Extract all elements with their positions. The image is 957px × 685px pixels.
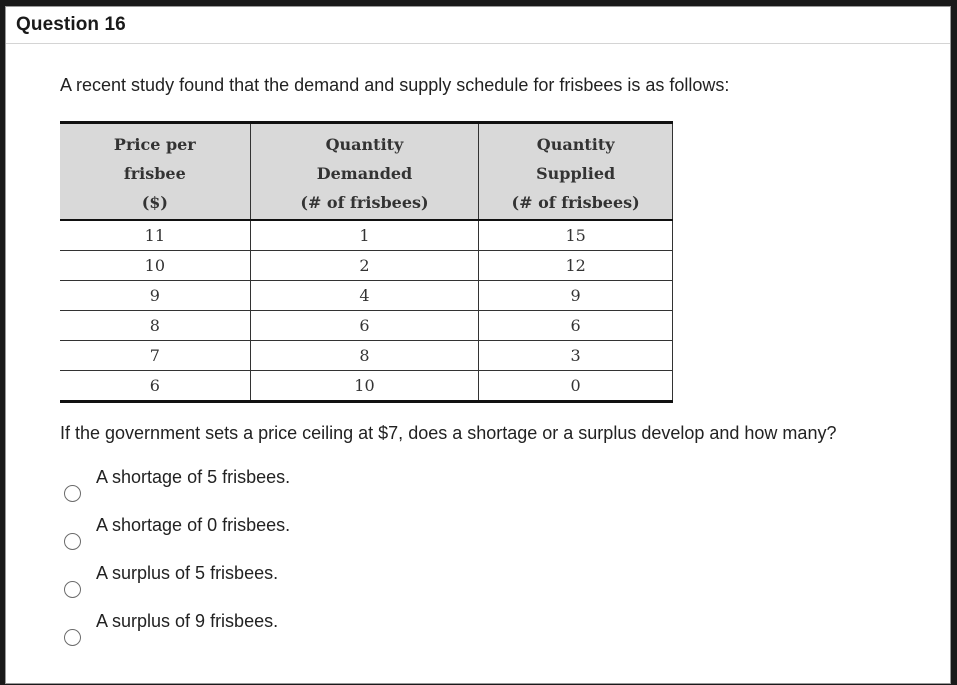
radio-button[interactable]: [64, 629, 81, 646]
quantity-demanded-cell: 10: [250, 371, 479, 402]
question-text: If the government sets a price ceiling at $7, does a shortage or a surplus develop and how many?: [60, 423, 837, 443]
quantity-demanded-cell: 4: [250, 281, 479, 311]
quantity-demanded-cell: 2: [250, 251, 479, 281]
answer-label[interactable]: A surplus of 5 frisbees.: [96, 563, 279, 583]
quantity-supplied-cell: 3: [479, 341, 673, 371]
price-cell: 7: [60, 341, 250, 371]
quantity-demanded-cell: 6: [250, 311, 479, 341]
table-row: [60, 371, 673, 402]
quantity-demanded-cell: 1: [250, 220, 479, 251]
price-cell: 6: [60, 371, 250, 402]
quantity-supplied-cell: 9: [479, 281, 673, 311]
quantity-supplied-cell: 6: [479, 311, 673, 341]
table-row: [60, 281, 673, 311]
question-header: [6, 7, 950, 44]
question-title: Question 16: [16, 14, 126, 35]
question-panel: [5, 6, 951, 684]
price-cell: 10: [60, 251, 250, 281]
quantity-supplied-cell: 0: [479, 371, 673, 402]
quantity-supplied-cell: 12: [479, 251, 673, 281]
answer-label[interactable]: A surplus of 9 frisbees.: [96, 611, 279, 631]
question-content: [60, 73, 950, 631]
price-cell: 9: [60, 281, 250, 311]
header-quantity-supplied: Quantity Supplied (# of frisbees): [479, 123, 673, 221]
radio-button[interactable]: [64, 485, 81, 502]
radio-button[interactable]: [64, 533, 81, 550]
table-row: [60, 341, 673, 371]
price-cell: 11: [60, 220, 250, 251]
answer-label[interactable]: A shortage of 0 frisbees.: [96, 515, 291, 535]
radio-button[interactable]: [64, 581, 81, 598]
table-header-row: [60, 123, 673, 221]
demand-supply-table: [60, 121, 673, 403]
price-cell: 8: [60, 311, 250, 341]
table-row: [60, 311, 673, 341]
table-row: [60, 220, 673, 251]
question-prompt: A recent study found that the demand and supply schedule for frisbees is as follows:: [60, 75, 730, 95]
quantity-supplied-cell: 15: [479, 220, 673, 251]
quantity-demanded-cell: 8: [250, 341, 479, 371]
table-row: [60, 251, 673, 281]
header-quantity-demanded: Quantity Demanded (# of frisbees): [250, 123, 479, 221]
answer-label[interactable]: A shortage of 5 frisbees.: [96, 467, 291, 487]
header-price: Price per frisbee ($): [60, 123, 250, 221]
